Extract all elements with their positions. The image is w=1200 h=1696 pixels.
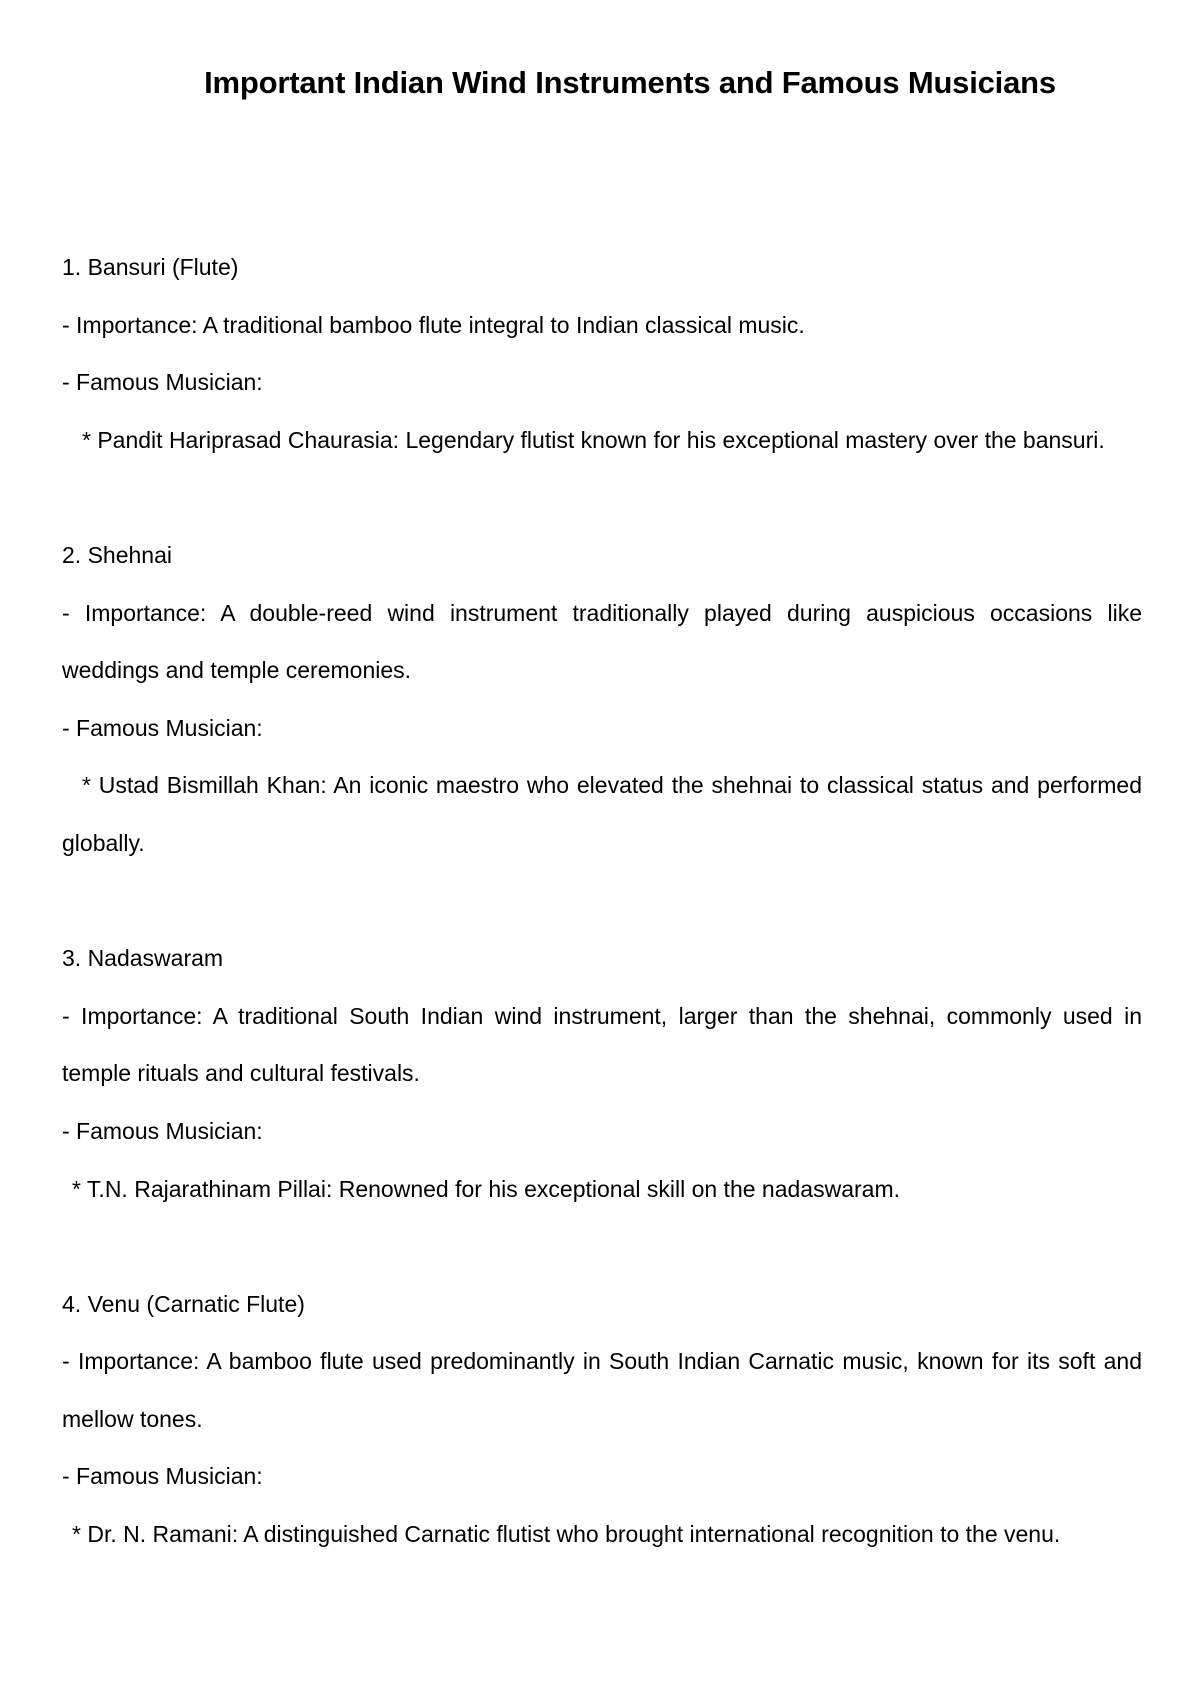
document-body <box>62 239 1142 1564</box>
importance-text: - Importance: A traditional bamboo flute integral to Indian classical music. <box>62 311 805 338</box>
document-title: Important Indian Wind Instruments and Famous Musicians <box>204 65 1056 100</box>
musician-entry: * Ustad Bismillah Khan: An iconic maestro who elevated the shehnai to classical status and performed globally. <box>62 772 1142 856</box>
importance-text: - Importance: A traditional South Indian wind instrument, larger than the shehnai, commonly used in temple rituals and cultural festivals. <box>62 1002 1142 1087</box>
musician-label: - Famous Musician: <box>62 369 263 396</box>
musician-entry: * Dr. N. Ramani: A distinguished Carnatic flutist who brought international recognition to the venu. <box>72 1521 1061 1548</box>
section-spacer <box>62 873 1142 931</box>
importance-text: - Importance: A double-reed wind instrument traditionally played during auspicious occasions like weddings and temple ceremonies. <box>62 599 1142 684</box>
section-spacer <box>62 469 1142 527</box>
importance-text: - Importance: A bamboo flute used predominantly in South Indian Carnatic music, known for its soft and mellow tones. <box>62 1348 1142 1432</box>
musician-label: - Famous Musician: <box>62 1117 263 1144</box>
musician-entry: * T.N. Rajarathinam Pillai: Renowned for his exceptional skill on the nadaswaram. <box>72 1175 900 1202</box>
section-heading: 1. Bansuri (Flute) <box>62 254 239 280</box>
section-heading: 2. Shehnai <box>62 541 172 568</box>
section-nadaswaram <box>62 930 1142 1218</box>
section-heading: 3. Nadaswaram <box>62 945 224 972</box>
musician-label: - Famous Musician: <box>62 714 263 741</box>
musician-label: - Famous Musician: <box>62 1463 263 1490</box>
section-heading: 4. Venu (Carnatic Flute) <box>62 1290 305 1317</box>
section-spacer <box>62 1218 1142 1276</box>
musician-entry: * Pandit Hariprasad Chaurasia: Legendary flutist known for his exceptional mastery over the bansuri. <box>82 426 1105 453</box>
section-shehnai <box>62 527 1142 873</box>
section-venu <box>62 1276 1142 1564</box>
section-bansuri <box>62 239 1142 469</box>
